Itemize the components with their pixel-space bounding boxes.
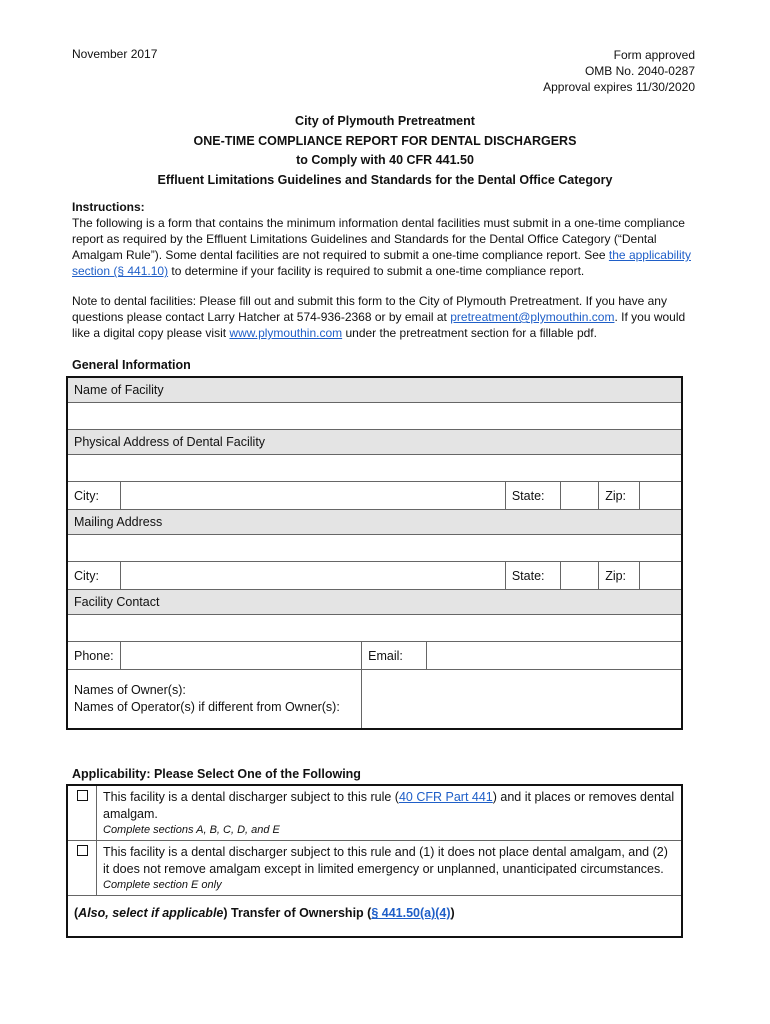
- option-2-note: Complete section E only: [103, 879, 222, 891]
- option-2-description: [97, 841, 683, 896]
- transfer-close-paren: ): [450, 906, 455, 920]
- applicability-table: [66, 784, 683, 938]
- pretreatment-email-link[interactable]: pretreatment@plymouthin.com: [450, 310, 615, 324]
- transfer-of-ownership-row[interactable]: [67, 896, 682, 938]
- transfer-open-paren: (: [74, 906, 79, 920]
- option-1-description: [97, 785, 683, 841]
- mailing-zip-field[interactable]: [640, 562, 681, 589]
- form-approved-label: Form approved: [613, 48, 695, 62]
- physical-address-label: Physical Address of Dental Facility: [67, 430, 682, 455]
- option-1-note: Complete sections A, B, C, D, and E: [103, 824, 280, 836]
- physical-address-field[interactable]: [67, 455, 682, 482]
- option-2-text: This facility is a dental discharger subject to this rule and (1) it does not place dental amalgam, and (2) it does not remove amalgam except in limited emergency or unplanned, unanticipated circumstances.: [103, 845, 668, 876]
- note-text-3: under the pretreatment section for a fillable pdf.: [342, 326, 597, 340]
- instructions-body: [72, 215, 697, 279]
- omb-number: OMB No. 2040-0287: [584, 64, 695, 78]
- physical-zip-group: [599, 482, 682, 510]
- general-information-table: [66, 376, 683, 730]
- physical-state-label: State:: [505, 482, 560, 510]
- instructions-label: Instructions:: [72, 200, 145, 214]
- phone-field[interactable]: [120, 642, 362, 670]
- option-1-text-end: ) and it places or removes dental amalgam.: [103, 790, 675, 821]
- title-line-2: ONE-TIME COMPLIANCE REPORT FOR DENTAL DISCHARGERS: [193, 133, 577, 148]
- physical-zip-field[interactable]: [640, 482, 681, 509]
- applicability-section-link[interactable]: the applicability section (§ 441.10): [72, 248, 691, 278]
- owners-label: Names of Owner(s):: [74, 683, 186, 697]
- email-field[interactable]: [426, 642, 682, 670]
- facility-contact-label: Facility Contact: [67, 590, 682, 615]
- option-1-text: This facility is a dental discharger subject to this rule (: [103, 790, 399, 804]
- option-1-checkbox-cell: [67, 785, 97, 841]
- name-of-facility-label: Name of Facility: [67, 377, 682, 403]
- note-text-1: Note to dental facilities: Please fill out and submit this form to the City of Plymouth Pretreatment. If you have any questions please contact Larry Hatcher at 574-936-2368 or by email at: [72, 294, 667, 324]
- mailing-zip-group: [599, 562, 682, 590]
- transfer-also-label: Also, select if applicable: [78, 906, 224, 920]
- form-date: November 2017: [72, 47, 158, 61]
- physical-city-label: City:: [67, 482, 120, 510]
- email-label: Email:: [362, 642, 427, 670]
- plymouth-website-link[interactable]: www.plymouthin.com: [229, 326, 343, 340]
- mailing-city-label: City:: [67, 562, 120, 590]
- note-to-facilities: [72, 293, 697, 341]
- title-line-3: to Comply with 40 CFR 441.50: [296, 153, 474, 167]
- facility-contact-field[interactable]: [67, 615, 682, 642]
- mailing-state-label: State:: [505, 562, 560, 590]
- name-of-facility-field[interactable]: [67, 403, 682, 430]
- owner-operator-labels: [67, 670, 362, 730]
- form-approval-info: [543, 47, 695, 95]
- transfer-section-link[interactable]: § 441.50(a)(4): [371, 906, 451, 920]
- mailing-address-label: Mailing Address: [67, 510, 682, 535]
- physical-zip-label: Zip:: [599, 482, 640, 509]
- instructions-text-2: to determine if your facility is required to submit a one-time compliance report.: [168, 264, 585, 278]
- option-2-checkbox[interactable]: [77, 845, 88, 856]
- option-2-checkbox-cell: [67, 841, 97, 896]
- option-1-checkbox[interactable]: [77, 790, 88, 801]
- physical-state-field[interactable]: [561, 482, 599, 510]
- mailing-city-field[interactable]: [120, 562, 505, 590]
- instructions-text-1: The following is a form that contains the minimum information dental facilities must submit in a one-time compliance report as required by the Effluent Limitations Guidelines and Standards for the Dental Office Category (“Dental Amalgam Rule”). Some dental facilities are not required to submit a one-time compliance report. See: [72, 216, 685, 262]
- physical-city-field[interactable]: [120, 482, 505, 510]
- title-line-4: Effluent Limitations Guidelines and Standards for the Dental Office Category: [157, 172, 613, 187]
- applicability-title: Applicability: Please Select One of the Following: [72, 767, 361, 781]
- owner-operator-field[interactable]: [362, 670, 682, 730]
- general-information-title: General Information: [72, 358, 191, 372]
- operators-label: Names of Operator(s) if different from Owner(s):: [74, 700, 340, 714]
- approval-expires: Approval expires 11/30/2020: [543, 80, 695, 94]
- phone-label: Phone:: [67, 642, 120, 670]
- mailing-address-field[interactable]: [67, 535, 682, 562]
- report-title: [0, 112, 770, 190]
- instructions: [72, 199, 697, 279]
- mailing-zip-label: Zip:: [599, 562, 640, 589]
- cfr-part-441-link[interactable]: 40 CFR Part 441: [398, 790, 493, 804]
- note-text-2: . If you would like a digital copy please visit: [72, 310, 686, 340]
- title-line-1: City of Plymouth Pretreatment: [295, 114, 475, 128]
- transfer-label: ) Transfer of Ownership (: [223, 906, 372, 920]
- mailing-state-field[interactable]: [561, 562, 599, 590]
